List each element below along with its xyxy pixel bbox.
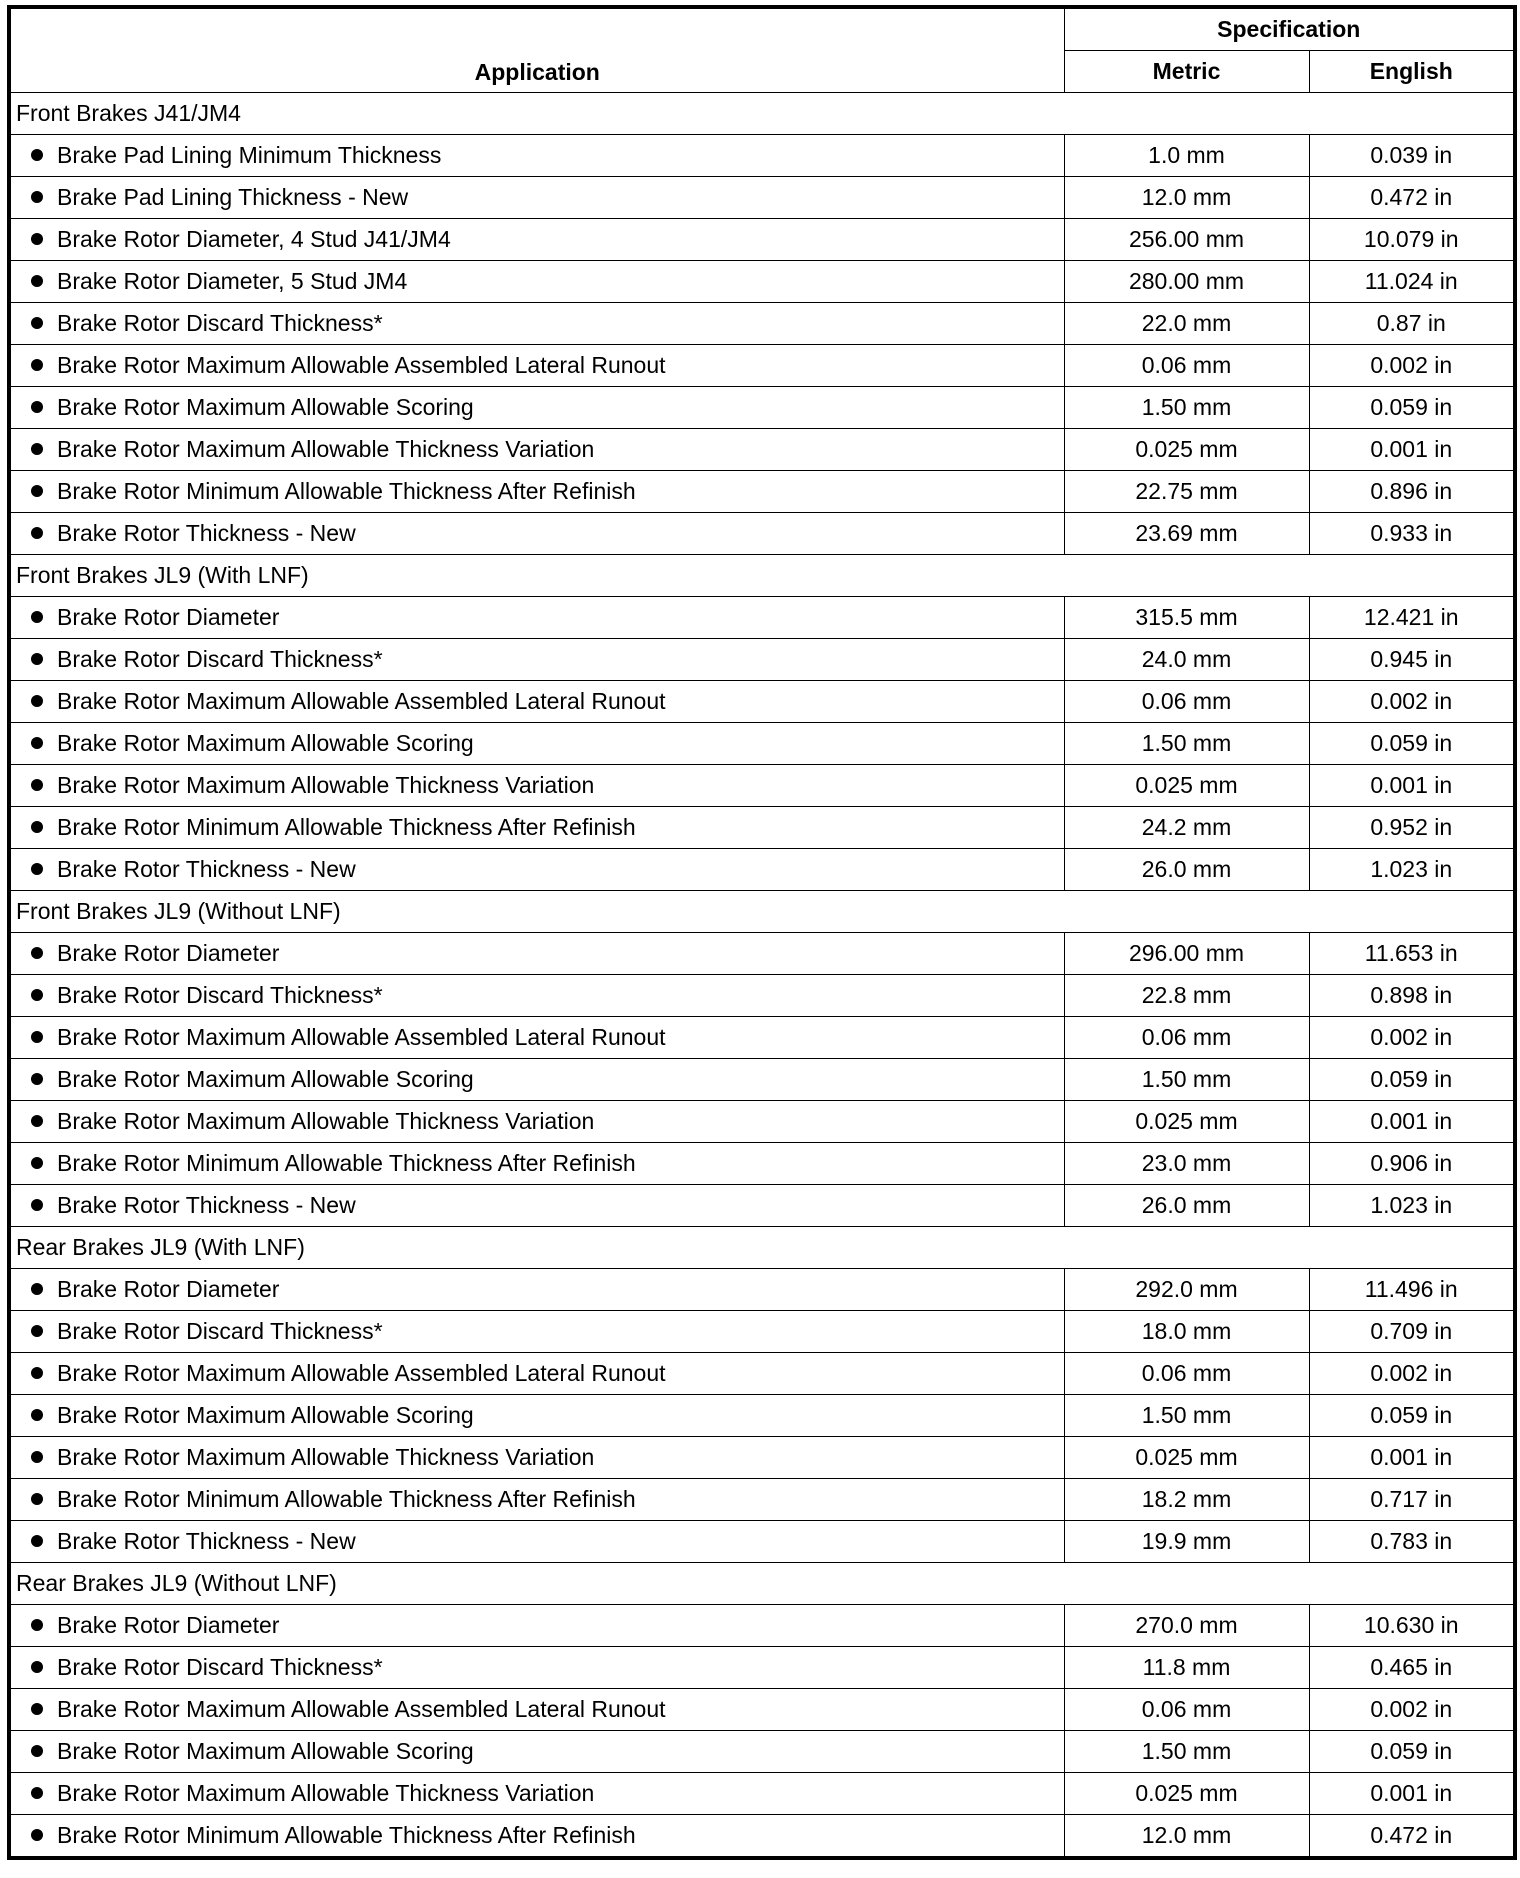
- english-value: 0.001 in: [1309, 765, 1515, 807]
- application-cell: [9, 513, 1064, 555]
- metric-value: 22.0 mm: [1064, 303, 1309, 345]
- english-value: 0.059 in: [1309, 1059, 1515, 1101]
- table-row: [9, 1185, 1515, 1227]
- english-value: 0.059 in: [1309, 723, 1515, 765]
- english-value: 0.717 in: [1309, 1479, 1515, 1521]
- application-cell: [9, 975, 1064, 1017]
- bullet-icon: [31, 1535, 43, 1547]
- application-label: Brake Rotor Maximum Allowable Thickness Variation: [57, 772, 595, 798]
- table-row: [9, 1353, 1515, 1395]
- application-cell: [9, 1311, 1064, 1353]
- table-row: [9, 849, 1515, 891]
- metric-value: 24.0 mm: [1064, 639, 1309, 681]
- bullet-icon: [31, 863, 43, 875]
- table-row: [9, 1017, 1515, 1059]
- application-label: Brake Rotor Discard Thickness*: [57, 310, 383, 336]
- application-cell: [9, 471, 1064, 513]
- bullet-icon: [31, 1283, 43, 1295]
- section-title: Rear Brakes JL9 (With LNF): [9, 1227, 1515, 1269]
- section-title: Rear Brakes JL9 (Without LNF): [9, 1563, 1515, 1605]
- english-value: 0.002 in: [1309, 345, 1515, 387]
- metric-value: 315.5 mm: [1064, 597, 1309, 639]
- english-value: 0.002 in: [1309, 681, 1515, 723]
- bullet-icon: [31, 737, 43, 749]
- metric-value: 26.0 mm: [1064, 849, 1309, 891]
- bullet-icon: [31, 989, 43, 1001]
- metric-value: 1.50 mm: [1064, 1731, 1309, 1773]
- metric-value: 23.0 mm: [1064, 1143, 1309, 1185]
- bullet-icon: [31, 1073, 43, 1085]
- application-label: Brake Rotor Maximum Allowable Thickness Variation: [57, 1780, 595, 1806]
- application-cell: [9, 1647, 1064, 1689]
- metric-header: Metric: [1064, 51, 1309, 93]
- application-cell: [9, 261, 1064, 303]
- table-body: [9, 93, 1515, 1859]
- table-row: [9, 219, 1515, 261]
- application-label: Brake Rotor Maximum Allowable Assembled Lateral Runout: [57, 1024, 666, 1050]
- bullet-icon: [31, 191, 43, 203]
- application-cell: [9, 723, 1064, 765]
- section-header-row: [9, 1227, 1515, 1269]
- application-cell: [9, 1059, 1064, 1101]
- metric-value: 0.06 mm: [1064, 681, 1309, 723]
- application-label: Brake Rotor Maximum Allowable Assembled Lateral Runout: [57, 352, 666, 378]
- application-label: Brake Rotor Discard Thickness*: [57, 1654, 383, 1680]
- english-value: 0.059 in: [1309, 387, 1515, 429]
- metric-value: 18.2 mm: [1064, 1479, 1309, 1521]
- table-row: [9, 387, 1515, 429]
- bullet-icon: [31, 1619, 43, 1631]
- application-cell: [9, 1101, 1064, 1143]
- brake-specifications-table: [7, 5, 1517, 1860]
- table-row: [9, 135, 1515, 177]
- specification-header: Specification: [1064, 7, 1515, 51]
- bullet-icon: [31, 359, 43, 371]
- english-value: 0.039 in: [1309, 135, 1515, 177]
- section-title: Front Brakes JL9 (Without LNF): [9, 891, 1515, 933]
- metric-value: 1.50 mm: [1064, 1059, 1309, 1101]
- bullet-icon: [31, 1115, 43, 1127]
- bullet-icon: [31, 1787, 43, 1799]
- application-label: Brake Rotor Diameter: [57, 1276, 280, 1302]
- application-label: Brake Rotor Thickness - New: [57, 1528, 356, 1554]
- english-value: 0.472 in: [1309, 177, 1515, 219]
- metric-value: 11.8 mm: [1064, 1647, 1309, 1689]
- table-row: [9, 1731, 1515, 1773]
- application-label: Brake Rotor Maximum Allowable Thickness Variation: [57, 436, 595, 462]
- table-row: [9, 1311, 1515, 1353]
- application-cell: [9, 177, 1064, 219]
- application-label: Brake Rotor Maximum Allowable Thickness Variation: [57, 1108, 595, 1134]
- section-header-row: [9, 1563, 1515, 1605]
- english-value: 10.079 in: [1309, 219, 1515, 261]
- application-cell: [9, 429, 1064, 471]
- application-label: Brake Rotor Diameter, 5 Stud JM4: [57, 268, 408, 294]
- bullet-icon: [31, 821, 43, 833]
- metric-value: 280.00 mm: [1064, 261, 1309, 303]
- bullet-icon: [31, 1409, 43, 1421]
- application-cell: [9, 135, 1064, 177]
- bullet-icon: [31, 485, 43, 497]
- bullet-icon: [31, 1451, 43, 1463]
- bullet-icon: [31, 1157, 43, 1169]
- bullet-icon: [31, 1745, 43, 1757]
- application-label: Brake Rotor Minimum Allowable Thickness After Refinish: [57, 814, 636, 840]
- application-cell: [9, 681, 1064, 723]
- metric-value: 0.025 mm: [1064, 1437, 1309, 1479]
- english-value: 0.952 in: [1309, 807, 1515, 849]
- application-cell: [9, 1143, 1064, 1185]
- section-header-row: [9, 555, 1515, 597]
- bullet-icon: [31, 1367, 43, 1379]
- application-cell: [9, 1731, 1064, 1773]
- bullet-icon: [31, 1703, 43, 1715]
- table-row: [9, 1395, 1515, 1437]
- english-value: 0.001 in: [1309, 1101, 1515, 1143]
- table-row: [9, 177, 1515, 219]
- table-row: [9, 1269, 1515, 1311]
- application-label: Brake Rotor Maximum Allowable Assembled Lateral Runout: [57, 1696, 666, 1722]
- application-label: Brake Rotor Maximum Allowable Scoring: [57, 1066, 474, 1092]
- table-row: [9, 1479, 1515, 1521]
- english-value: 0.002 in: [1309, 1017, 1515, 1059]
- application-label: Brake Rotor Thickness - New: [57, 1192, 356, 1218]
- application-cell: [9, 933, 1064, 975]
- bullet-icon: [31, 947, 43, 959]
- bullet-icon: [31, 317, 43, 329]
- metric-value: 0.025 mm: [1064, 1101, 1309, 1143]
- table-row: [9, 1059, 1515, 1101]
- english-value: 0.783 in: [1309, 1521, 1515, 1563]
- table-row: [9, 765, 1515, 807]
- bullet-icon: [31, 611, 43, 623]
- bullet-icon: [31, 275, 43, 287]
- bullet-icon: [31, 443, 43, 455]
- metric-value: 0.025 mm: [1064, 429, 1309, 471]
- bullet-icon: [31, 149, 43, 161]
- metric-value: 22.8 mm: [1064, 975, 1309, 1017]
- metric-value: 1.50 mm: [1064, 387, 1309, 429]
- metric-value: 12.0 mm: [1064, 177, 1309, 219]
- application-cell: [9, 1479, 1064, 1521]
- metric-value: 292.0 mm: [1064, 1269, 1309, 1311]
- application-cell: [9, 303, 1064, 345]
- table-row: [9, 471, 1515, 513]
- bullet-icon: [31, 779, 43, 791]
- application-cell: [9, 219, 1064, 261]
- english-value: 0.933 in: [1309, 513, 1515, 555]
- table-row: [9, 513, 1515, 555]
- bullet-icon: [31, 1325, 43, 1337]
- application-label: Brake Rotor Diameter, 4 Stud J41/JM4: [57, 226, 451, 252]
- table-row: [9, 639, 1515, 681]
- application-label: Brake Rotor Minimum Allowable Thickness After Refinish: [57, 1822, 636, 1848]
- metric-value: 19.9 mm: [1064, 1521, 1309, 1563]
- application-cell: [9, 1773, 1064, 1815]
- table-row: [9, 345, 1515, 387]
- application-label: Brake Rotor Minimum Allowable Thickness After Refinish: [57, 1150, 636, 1176]
- english-value: 0.472 in: [1309, 1815, 1515, 1859]
- english-value: 10.630 in: [1309, 1605, 1515, 1647]
- metric-value: 0.06 mm: [1064, 1689, 1309, 1731]
- english-value: 0.87 in: [1309, 303, 1515, 345]
- section-header-row: [9, 891, 1515, 933]
- metric-value: 0.025 mm: [1064, 1773, 1309, 1815]
- application-label: Brake Rotor Maximum Allowable Scoring: [57, 1738, 474, 1764]
- application-cell: [9, 1395, 1064, 1437]
- application-label: Brake Rotor Maximum Allowable Scoring: [57, 1402, 474, 1428]
- metric-value: 23.69 mm: [1064, 513, 1309, 555]
- metric-value: 1.50 mm: [1064, 723, 1309, 765]
- bullet-icon: [31, 1031, 43, 1043]
- table-row: [9, 1689, 1515, 1731]
- table-row: [9, 1101, 1515, 1143]
- bullet-icon: [31, 1199, 43, 1211]
- application-cell: [9, 849, 1064, 891]
- metric-value: 296.00 mm: [1064, 933, 1309, 975]
- english-value: 0.896 in: [1309, 471, 1515, 513]
- application-cell: [9, 1353, 1064, 1395]
- metric-value: 18.0 mm: [1064, 1311, 1309, 1353]
- metric-value: 12.0 mm: [1064, 1815, 1309, 1859]
- application-label: Brake Pad Lining Minimum Thickness: [57, 142, 442, 168]
- application-label: Brake Rotor Maximum Allowable Assembled Lateral Runout: [57, 688, 666, 714]
- english-value: 0.001 in: [1309, 1773, 1515, 1815]
- english-value: 1.023 in: [1309, 849, 1515, 891]
- english-value: 0.906 in: [1309, 1143, 1515, 1185]
- english-value: 0.002 in: [1309, 1353, 1515, 1395]
- application-cell: [9, 1521, 1064, 1563]
- table-row: [9, 597, 1515, 639]
- metric-value: 0.06 mm: [1064, 1017, 1309, 1059]
- english-value: 0.059 in: [1309, 1395, 1515, 1437]
- application-cell: [9, 387, 1064, 429]
- english-value: 0.465 in: [1309, 1647, 1515, 1689]
- table-row: [9, 1815, 1515, 1859]
- application-label: Brake Rotor Maximum Allowable Scoring: [57, 394, 474, 420]
- bullet-icon: [31, 1661, 43, 1673]
- bullet-icon: [31, 1829, 43, 1841]
- table-row: [9, 807, 1515, 849]
- application-label: Brake Rotor Thickness - New: [57, 856, 356, 882]
- section-title: Front Brakes J41/JM4: [9, 93, 1515, 135]
- bullet-icon: [31, 1493, 43, 1505]
- bullet-icon: [31, 233, 43, 245]
- english-value: 12.421 in: [1309, 597, 1515, 639]
- english-value: 11.496 in: [1309, 1269, 1515, 1311]
- application-header: Application: [9, 7, 1064, 93]
- bullet-icon: [31, 653, 43, 665]
- metric-value: 0.06 mm: [1064, 345, 1309, 387]
- section-title: Front Brakes JL9 (With LNF): [9, 555, 1515, 597]
- english-value: 0.059 in: [1309, 1731, 1515, 1773]
- application-label: Brake Pad Lining Thickness - New: [57, 184, 409, 210]
- table-row: [9, 1437, 1515, 1479]
- english-value: 11.653 in: [1309, 933, 1515, 975]
- application-cell: [9, 1017, 1064, 1059]
- english-value: 0.001 in: [1309, 1437, 1515, 1479]
- application-cell: [9, 807, 1064, 849]
- application-cell: [9, 1815, 1064, 1859]
- table-row: [9, 1521, 1515, 1563]
- bullet-icon: [31, 527, 43, 539]
- english-value: 0.898 in: [1309, 975, 1515, 1017]
- application-cell: [9, 1605, 1064, 1647]
- english-value: 1.023 in: [1309, 1185, 1515, 1227]
- application-label: Brake Rotor Maximum Allowable Assembled Lateral Runout: [57, 1360, 666, 1386]
- english-value: 11.024 in: [1309, 261, 1515, 303]
- application-cell: [9, 1269, 1064, 1311]
- application-label: Brake Rotor Maximum Allowable Thickness Variation: [57, 1444, 595, 1470]
- section-header-row: [9, 93, 1515, 135]
- metric-value: 270.0 mm: [1064, 1605, 1309, 1647]
- metric-value: 256.00 mm: [1064, 219, 1309, 261]
- application-cell: [9, 765, 1064, 807]
- table-row: [9, 429, 1515, 471]
- application-cell: [9, 1437, 1064, 1479]
- application-label: Brake Rotor Diameter: [57, 604, 280, 630]
- table-row: [9, 681, 1515, 723]
- application-label: Brake Rotor Discard Thickness*: [57, 646, 383, 672]
- application-label: Brake Rotor Diameter: [57, 940, 280, 966]
- bullet-icon: [31, 695, 43, 707]
- application-cell: [9, 345, 1064, 387]
- english-value: 0.002 in: [1309, 1689, 1515, 1731]
- table-row: [9, 1605, 1515, 1647]
- application-label: Brake Rotor Discard Thickness*: [57, 1318, 383, 1344]
- metric-value: 22.75 mm: [1064, 471, 1309, 513]
- application-label: Brake Rotor Minimum Allowable Thickness After Refinish: [57, 478, 636, 504]
- english-header: English: [1309, 51, 1515, 93]
- application-cell: [9, 1689, 1064, 1731]
- application-cell: [9, 639, 1064, 681]
- table-row: [9, 1647, 1515, 1689]
- english-value: 0.001 in: [1309, 429, 1515, 471]
- table-row: [9, 303, 1515, 345]
- metric-value: 26.0 mm: [1064, 1185, 1309, 1227]
- metric-value: 1.50 mm: [1064, 1395, 1309, 1437]
- metric-value: 0.025 mm: [1064, 765, 1309, 807]
- application-label: Brake Rotor Minimum Allowable Thickness After Refinish: [57, 1486, 636, 1512]
- application-cell: [9, 1185, 1064, 1227]
- table-row: [9, 261, 1515, 303]
- english-value: 0.709 in: [1309, 1311, 1515, 1353]
- table-row: [9, 1773, 1515, 1815]
- table-row: [9, 723, 1515, 765]
- application-label: Brake Rotor Thickness - New: [57, 520, 356, 546]
- application-cell: [9, 597, 1064, 639]
- table-row: [9, 975, 1515, 1017]
- metric-value: 0.06 mm: [1064, 1353, 1309, 1395]
- application-label: Brake Rotor Discard Thickness*: [57, 982, 383, 1008]
- metric-value: 24.2 mm: [1064, 807, 1309, 849]
- application-label: Brake Rotor Diameter: [57, 1612, 280, 1638]
- application-label: Brake Rotor Maximum Allowable Scoring: [57, 730, 474, 756]
- bullet-icon: [31, 401, 43, 413]
- table-row: [9, 933, 1515, 975]
- metric-value: 1.0 mm: [1064, 135, 1309, 177]
- english-value: 0.945 in: [1309, 639, 1515, 681]
- table-row: [9, 1143, 1515, 1185]
